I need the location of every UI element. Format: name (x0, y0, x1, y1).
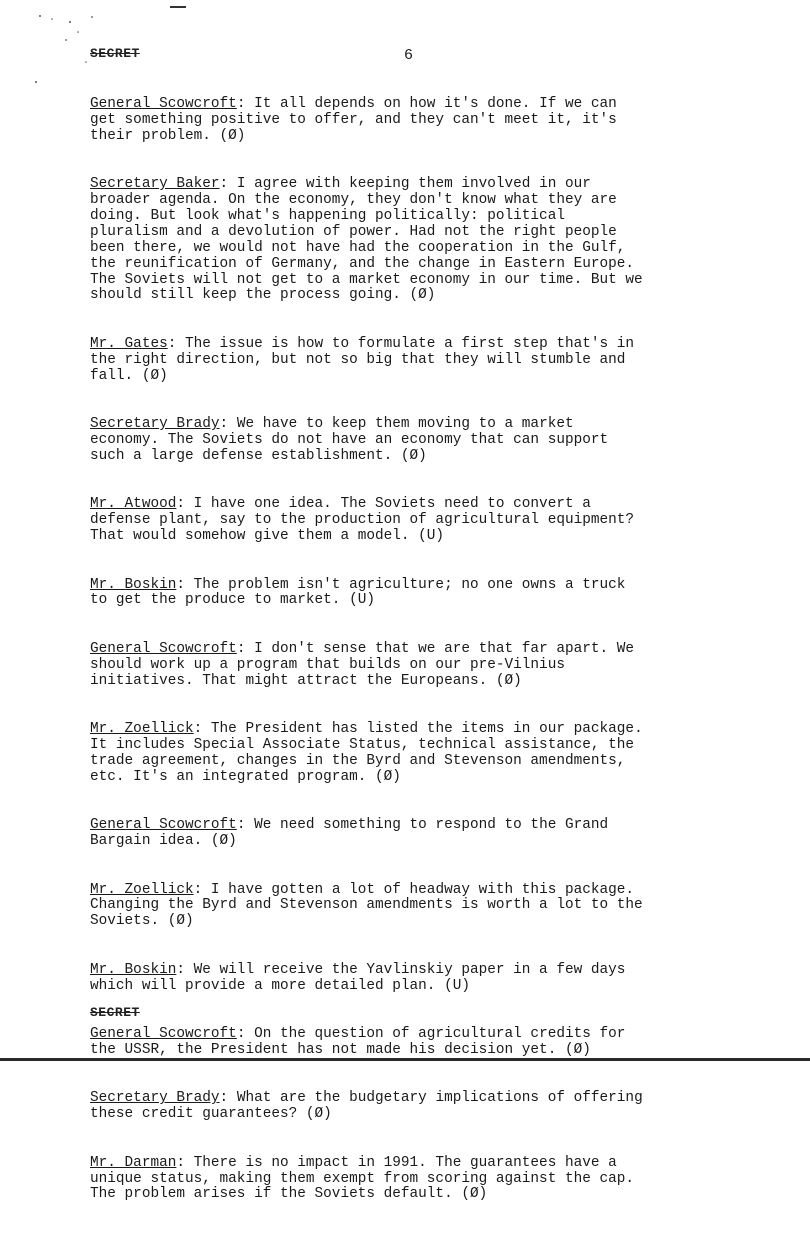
paragraph-10 (90, 883, 750, 931)
classification-footer: SECRET (90, 1005, 140, 1020)
speaker-name: Secretary Brady (90, 1090, 220, 1107)
speaker-name: Mr. Boskin (90, 961, 177, 978)
paragraph-text: : The issue is how to formulate a first step that's in the right direction, but not so big that they will stumble and fall. (Ø) (90, 335, 635, 384)
paragraph-text: : I have one idea. The Soviets need to convert a defense plant, say to the production of agricultural equipment? That would somehow give them a model. (U) (90, 496, 635, 545)
paragraph-12 (90, 1027, 750, 1059)
paragraph-text: : The President has listed the items in our package. It includes Special Associate Status, technical assistance, the trade agreement, changes in the Byrd and Stevenson amendments, etc. It's an integrated program. (Ø) (90, 721, 643, 785)
paragraph-13 (90, 1091, 750, 1123)
speaker-name: Mr. Zoellick (90, 881, 194, 898)
paragraph-text: : I agree with keeping them involved in our broader agenda. On the economy, they don't know what they are doing. But look what's happening politically: political pluralism and a devolution of power. Had not the right people been there, we would not have had the cooperation in the Gulf, the reunification of Germany, and the change in Eastern Europe. The Soviets will not get to a market economy in our time. But we should still keep the process going. (Ø) (90, 176, 643, 304)
speaker-name: Mr. Atwood (90, 496, 177, 513)
scan-edge (0, 1058, 810, 1061)
paragraph-text: : What are the budgetary implications of offering these credit guarantees? (Ø) (90, 1090, 643, 1123)
paragraph-text: : We need something to respond to the Grand Bargain idea. (Ø) (90, 817, 609, 850)
memo-body (90, 81, 750, 1236)
speaker-name: General Scowcroft (90, 95, 237, 112)
speaker-name: General Scowcroft (90, 817, 237, 834)
paragraph-text: : I have gotten a lot of headway with this package. Changing the Byrd and Stevenson amendments is worth a lot to the Soviets. (Ø) (90, 881, 643, 930)
speaker-name: Mr. Darman (90, 1154, 177, 1171)
paragraph-text: : There is no impact in 1991. The guarantees have a unique status, making them exempt from scoring against the cap. The problem arises if the Soviets default. (Ø) (90, 1154, 635, 1203)
paragraph-text: : On the question of agricultural credits for the USSR, the President has not made his decision yet. (Ø) (90, 1026, 626, 1058)
paragraph-7 (90, 642, 750, 690)
paragraph-5 (90, 497, 750, 545)
paragraph-3 (90, 337, 750, 385)
paragraph-14 (90, 1156, 750, 1204)
paragraph-11 (90, 963, 750, 995)
speaker-name: Mr. Boskin (90, 576, 177, 593)
paragraph-text: : It all depends on how it's done. If we can get something positive to offer, and they can't meet it, it's their problem. (Ø) (90, 95, 617, 144)
speaker-name: General Scowcroft (90, 640, 237, 657)
paragraph-8 (90, 722, 750, 786)
page-number: 6 (404, 47, 414, 64)
paragraph-2 (90, 177, 750, 304)
speaker-name: Secretary Brady (90, 416, 220, 433)
speaker-name: Mr. Zoellick (90, 721, 194, 738)
classification-header: SECRET (90, 46, 140, 61)
speaker-name: Secretary Baker (90, 176, 220, 193)
paragraph-text: : I don't sense that we are that far apart. We should work up a program that builds on our pre-Vilnius initiatives. That might attract the Europeans. (Ø) (90, 640, 635, 689)
paragraph-text: : We will receive the Yavlinskiy paper in a few days which will provide a more detailed plan. (U) (90, 961, 626, 994)
speaker-name: Mr. Gates (90, 335, 168, 352)
paragraph-6 (90, 578, 750, 610)
paragraph-1 (90, 97, 750, 145)
paragraph-9 (90, 818, 750, 850)
paragraph-4 (90, 417, 750, 465)
paragraph-text: : The problem isn't agriculture; no one owns a truck to get the produce to market. (U) (90, 576, 626, 609)
paragraph-text: : We have to keep them moving to a market economy. The Soviets do not have an economy that can support such a large defense establishment. (Ø) (90, 416, 609, 464)
speaker-name: General Scowcroft (90, 1026, 237, 1043)
scan-mark (170, 6, 186, 8)
